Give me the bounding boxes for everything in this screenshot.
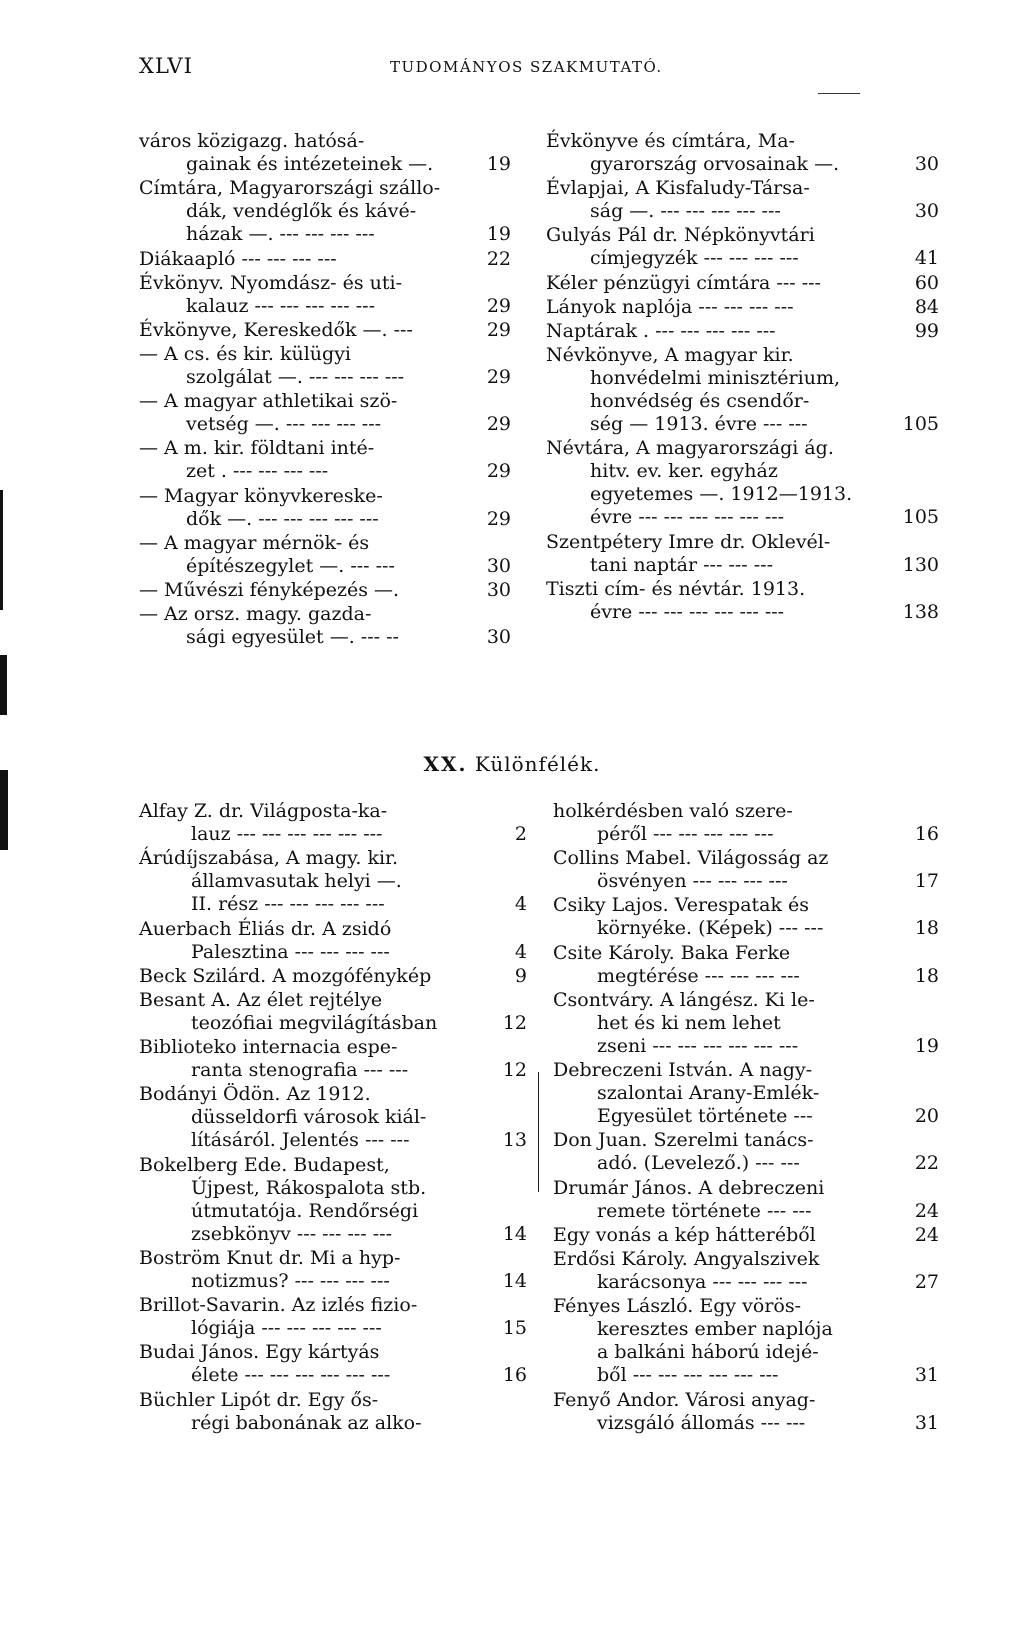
entry-page-number: 84	[914, 295, 939, 318]
entry-title: város közigazg. hatósá-	[139, 130, 365, 152]
entry-page-number: 31	[914, 1364, 939, 1387]
entry-continuation: vizsgáló állomás --- ---	[597, 1411, 806, 1434]
entry-title: Collins Mabel. Világosság az	[553, 847, 829, 870]
entry-continuation: Egyesület története ---	[597, 1105, 813, 1128]
index-entry	[139, 965, 527, 988]
entry-page-number: 15	[502, 1317, 527, 1340]
entry-page-number: 29	[486, 460, 511, 483]
index-entry	[546, 578, 939, 624]
index-entry	[139, 130, 511, 176]
entry-continuation: környéke. (Képek) --- ---	[597, 917, 824, 940]
index-column-top-right	[546, 130, 939, 710]
entry-title: Csiky Lajos. Verespatak és	[553, 894, 810, 917]
entry-title: Csontváry. A lángész. Ki le-	[553, 988, 815, 1011]
entry-continuation: adó. (Levelező.) --- ---	[597, 1152, 800, 1175]
entry-page-number: 12	[502, 1059, 527, 1081]
entry-page-number: 18	[914, 917, 939, 940]
entry-continuation: teozófiai megvilágításban	[191, 1011, 438, 1034]
index-entry	[553, 1295, 939, 1387]
entry-title: Debreczeni István. A nagy-	[553, 1059, 813, 1082]
entry-page-number: 18	[914, 964, 939, 987]
scan-edge-mark	[0, 655, 7, 715]
entry-continuation: vetség —. --- --- --- ---	[186, 413, 382, 436]
index-entry	[546, 437, 939, 529]
entry-title: Biblioteko internacia espe-	[139, 1036, 398, 1058]
entry-title: — A magyar mérnök- és	[139, 531, 370, 554]
entry-continuation: megtérése --- --- --- ---	[597, 964, 800, 987]
entry-title: Tiszti cím- és névtár. 1913.	[546, 577, 806, 600]
entry-title: Büchler Lipót dr. Egy ős-	[139, 1388, 379, 1411]
entry-title: — A magyar athletikai szö-	[139, 390, 398, 413]
entry-page-number: 30	[914, 200, 939, 223]
entry-title: Évlapjai, A Kisfaludy-Társa-	[546, 177, 810, 200]
entry-continuation: honvédelmi minisztérium,	[590, 366, 841, 389]
entry-title: holkérdésben való szere-	[553, 800, 793, 822]
index-entry	[139, 603, 511, 649]
index-entry	[139, 1341, 527, 1387]
entry-title: Évkönyv. Nyomdász- és uti-	[139, 271, 403, 294]
entry-page-number: 105	[902, 506, 939, 529]
scan-edge-mark	[0, 490, 3, 610]
index-entry	[546, 344, 939, 436]
entry-continuation: II. rész --- --- --- --- ---	[191, 893, 385, 916]
entry-page-number: 130	[902, 553, 939, 576]
entry-page-number: 30	[486, 578, 511, 601]
entry-title: Árúdíjszabása, A magy. kir.	[139, 847, 399, 870]
entry-continuation: Palesztina --- --- --- ---	[191, 940, 390, 963]
index-entry	[553, 1224, 939, 1247]
entry-continuation: régi babonának az alko-	[191, 1411, 422, 1434]
entry-page-number: 12	[502, 1011, 527, 1034]
entry-title: Budai János. Egy kártyás	[139, 1341, 380, 1364]
index-entry	[139, 579, 511, 602]
index-entry	[553, 800, 939, 846]
entry-page-number: 19	[914, 1034, 939, 1057]
index-entry	[139, 1389, 527, 1435]
entry-continuation: házak —. --- --- --- ---	[186, 223, 375, 246]
entry-page-number: 29	[486, 365, 511, 388]
entry-continuation: ösvényen --- --- --- ---	[597, 870, 788, 893]
entry-title: Drumár János. A debreczeni	[553, 1176, 825, 1199]
index-entry	[139, 248, 511, 271]
entry-page-number: 9	[514, 964, 527, 987]
entry-title: Alfay Z. dr. Világposta-ka-	[139, 800, 388, 822]
entry-title: Bodányi Ödön. Az 1912.	[139, 1083, 371, 1106]
entry-page-number: 29	[486, 413, 511, 436]
entry-title: Auerbach Éliás dr. A zsidó	[139, 917, 392, 940]
index-entry	[139, 437, 511, 483]
entry-continuation: lauz --- --- --- --- --- ---	[191, 823, 383, 845]
entry-page-number: 14	[502, 1269, 527, 1292]
entry-continuation: egyetemes —. 1912—1913.	[590, 483, 853, 506]
entry-page-number: 20	[914, 1105, 939, 1128]
entry-page-number: 24	[914, 1223, 939, 1246]
index-entry	[553, 1177, 939, 1223]
entry-continuation: notizmus? --- --- --- ---	[191, 1269, 390, 1292]
entry-title: Bokelberg Ede. Budapest,	[139, 1153, 390, 1176]
entry-continuation: élete --- --- --- --- --- ---	[191, 1364, 391, 1387]
entry-title: — Művészi fényképezés —.	[139, 578, 400, 601]
index-entry	[553, 1389, 939, 1435]
entry-page-number: 19	[486, 223, 511, 246]
entry-continuation: kalauz --- --- --- --- ---	[186, 294, 375, 317]
entry-continuation: péről --- --- --- --- ---	[597, 823, 774, 845]
section-number: XX.	[423, 752, 468, 776]
entry-continuation: ből --- --- --- --- --- ---	[597, 1364, 779, 1387]
column-rule	[538, 1072, 539, 1192]
entry-title: Szentpétery Imre dr. Oklevél-	[546, 530, 831, 553]
entry-continuation: zsebkönyv --- --- --- ---	[191, 1222, 393, 1245]
entry-continuation: ranta stenografia --- ---	[191, 1059, 409, 1081]
entry-page-number: 99	[914, 319, 939, 342]
scan-edge-mark	[0, 770, 8, 850]
entry-continuation: karácsonya --- --- --- ---	[597, 1270, 808, 1293]
entry-title: Beck Szilárd. A mozgófénykép	[139, 964, 432, 987]
index-entry	[546, 320, 939, 343]
index-entry	[553, 847, 939, 893]
entry-continuation: ság —. --- --- --- --- ---	[590, 200, 781, 223]
entry-page-number: 29	[486, 507, 511, 530]
entry-continuation: Újpest, Rákospalota stb.	[191, 1176, 427, 1199]
entry-page-number: 105	[902, 412, 939, 435]
index-entry	[139, 989, 527, 1035]
entry-page-number: 27	[914, 1270, 939, 1293]
index-entry	[553, 942, 939, 988]
entry-continuation: keresztes ember naplója	[597, 1318, 833, 1341]
index-entry	[139, 800, 527, 846]
entry-page-number: 24	[914, 1199, 939, 1222]
entry-title: Boström Knut dr. Mi a hyp-	[139, 1246, 401, 1269]
entry-continuation: ség — 1913. évre --- ---	[590, 412, 808, 435]
entry-page-number: 29	[486, 318, 511, 341]
entry-page-number: 41	[914, 247, 939, 270]
index-entry	[139, 1083, 527, 1152]
entry-continuation: évre --- --- --- --- --- ---	[590, 600, 785, 623]
entry-title: Fenyő Andor. Városi anyag-	[553, 1388, 816, 1411]
entry-continuation: het és ki nem lehet	[597, 1011, 781, 1034]
entry-continuation: szolgálat —. --- --- --- ---	[186, 365, 405, 388]
index-entry	[139, 1036, 527, 1082]
entry-continuation: gyarország orvosainak —.	[590, 153, 840, 175]
entry-page-number: 138	[902, 600, 939, 623]
entry-page-number: 22	[486, 247, 511, 270]
entry-page-number: 2	[514, 823, 527, 845]
entry-continuation: a balkáni háború idejé-	[597, 1341, 819, 1364]
entry-continuation: szalontai Arany-Emlék-	[597, 1082, 820, 1105]
entry-continuation: évre --- --- --- --- --- ---	[590, 506, 785, 529]
entry-title: Naptárak . --- --- --- --- ---	[546, 319, 776, 342]
entry-page-number: 16	[914, 823, 939, 845]
entry-title: Évkönyve, Kereskedők —. ---	[139, 318, 413, 341]
index-entry	[139, 319, 511, 342]
index-entry	[139, 532, 511, 578]
entry-continuation: dák, vendéglők és kávé-	[186, 200, 417, 223]
index-entry	[553, 1129, 939, 1175]
index-entry	[139, 343, 511, 389]
index-entry	[546, 224, 939, 270]
running-title: TUDOMÁNYOS SZAKMUTATÓ.	[390, 58, 663, 76]
section-heading	[0, 752, 1024, 776]
index-entry	[553, 1248, 939, 1294]
index-entry	[139, 1154, 527, 1246]
entry-page-number: 19	[486, 153, 511, 175]
index-column-bottom-left	[139, 800, 527, 1520]
entry-title: Névtára, A magyarországi ág.	[546, 437, 834, 460]
index-entry	[553, 989, 939, 1058]
entry-title: Gulyás Pál dr. Népkönyvtári	[546, 224, 815, 247]
entry-title: Don Juan. Szerelmi tanács-	[553, 1129, 814, 1152]
entry-continuation: lógiája --- --- --- --- ---	[191, 1317, 382, 1340]
entry-title: Címtára, Magyarországi szállo-	[139, 177, 441, 200]
entry-title: Diákaapló --- --- --- ---	[139, 247, 337, 270]
entry-page-number: 30	[486, 554, 511, 577]
entry-continuation: gainak és intézeteinek —.	[186, 153, 434, 175]
index-entry	[139, 1247, 527, 1293]
entry-continuation: remete története --- ---	[597, 1199, 812, 1222]
section-title: Különfélék.	[474, 752, 601, 776]
entry-page-number: 14	[502, 1222, 527, 1245]
entry-continuation: dők —. --- --- --- --- ---	[186, 507, 379, 530]
entry-page-number: 4	[514, 940, 527, 963]
index-entry	[139, 918, 527, 964]
entry-continuation: útmutatója. Rendőrségi	[191, 1199, 419, 1222]
entry-title: Csite Károly. Baka Ferke	[553, 941, 791, 964]
index-entry	[139, 485, 511, 531]
index-entry	[139, 847, 527, 916]
entry-title: — Magyar könyvkereske-	[139, 484, 383, 507]
index-entry	[553, 894, 939, 940]
index-entry	[546, 531, 939, 577]
entry-title: Egy vonás a kép hátteréből	[553, 1223, 816, 1246]
entry-title: Névkönyve, A magyar kir.	[546, 343, 794, 366]
index-entry	[546, 177, 939, 223]
entry-page-number: 30	[914, 153, 939, 175]
entry-continuation: zet . --- --- --- ---	[186, 460, 329, 483]
index-column-bottom-right	[553, 800, 939, 1520]
index-entry	[546, 272, 939, 295]
index-entry	[553, 1059, 939, 1128]
entry-title: — A m. kir. földtani inté-	[139, 437, 375, 460]
entry-title: Brillot-Savarin. Az izlés fizio-	[139, 1294, 418, 1317]
entry-continuation: építészegylet —. --- ---	[186, 554, 395, 577]
entry-continuation: hitv. ev. ker. egyház	[590, 460, 778, 483]
index-entry	[546, 130, 939, 176]
entry-title: Besant A. Az élet rejtélye	[139, 988, 383, 1011]
running-header	[0, 54, 1024, 94]
entry-continuation: honvédség és csendőr-	[590, 389, 810, 412]
entry-title: — Az orsz. magy. gazda-	[139, 603, 372, 625]
entry-continuation: lításáról. Jelentés --- ---	[191, 1129, 410, 1152]
entry-title: Kéler pénzügyi címtára --- ---	[546, 271, 821, 294]
index-entry	[139, 1294, 527, 1340]
entry-page-number: 4	[514, 893, 527, 916]
entry-title: — A cs. és kir. külügyi	[139, 342, 352, 365]
entry-page-number: 17	[914, 870, 939, 893]
entry-page-number: 29	[486, 294, 511, 317]
index-entry	[139, 390, 511, 436]
index-entry	[139, 272, 511, 318]
entry-continuation: sági egyesület —. --- --	[186, 626, 399, 648]
entry-continuation: tani naptár --- --- ---	[590, 553, 773, 576]
entry-continuation: államvasutak helyi —.	[191, 870, 402, 893]
page-number: XLVI	[139, 54, 193, 78]
entry-page-number: 60	[914, 271, 939, 294]
entry-continuation: címjegyzék --- --- --- ---	[590, 247, 799, 270]
index-column-top-left	[139, 130, 511, 710]
entry-title: Évkönyve és címtára, Ma-	[546, 130, 795, 152]
header-rule	[818, 93, 860, 94]
index-entry	[139, 177, 511, 246]
entry-continuation: zseni --- --- --- --- --- ---	[597, 1034, 799, 1057]
entry-page-number: 16	[502, 1364, 527, 1387]
entry-title: Fényes László. Egy vörös-	[553, 1295, 802, 1318]
entry-page-number: 13	[502, 1129, 527, 1152]
index-entry	[546, 296, 939, 319]
entry-title: Erdősi Károly. Angyalszivek	[553, 1247, 820, 1270]
entry-title: Lányok naplója --- --- --- ---	[546, 295, 794, 318]
entry-page-number: 30	[486, 626, 511, 648]
entry-page-number: 31	[914, 1411, 939, 1434]
entry-continuation: düsseldorfi városok kiál-	[191, 1106, 427, 1129]
entry-page-number: 22	[914, 1152, 939, 1175]
